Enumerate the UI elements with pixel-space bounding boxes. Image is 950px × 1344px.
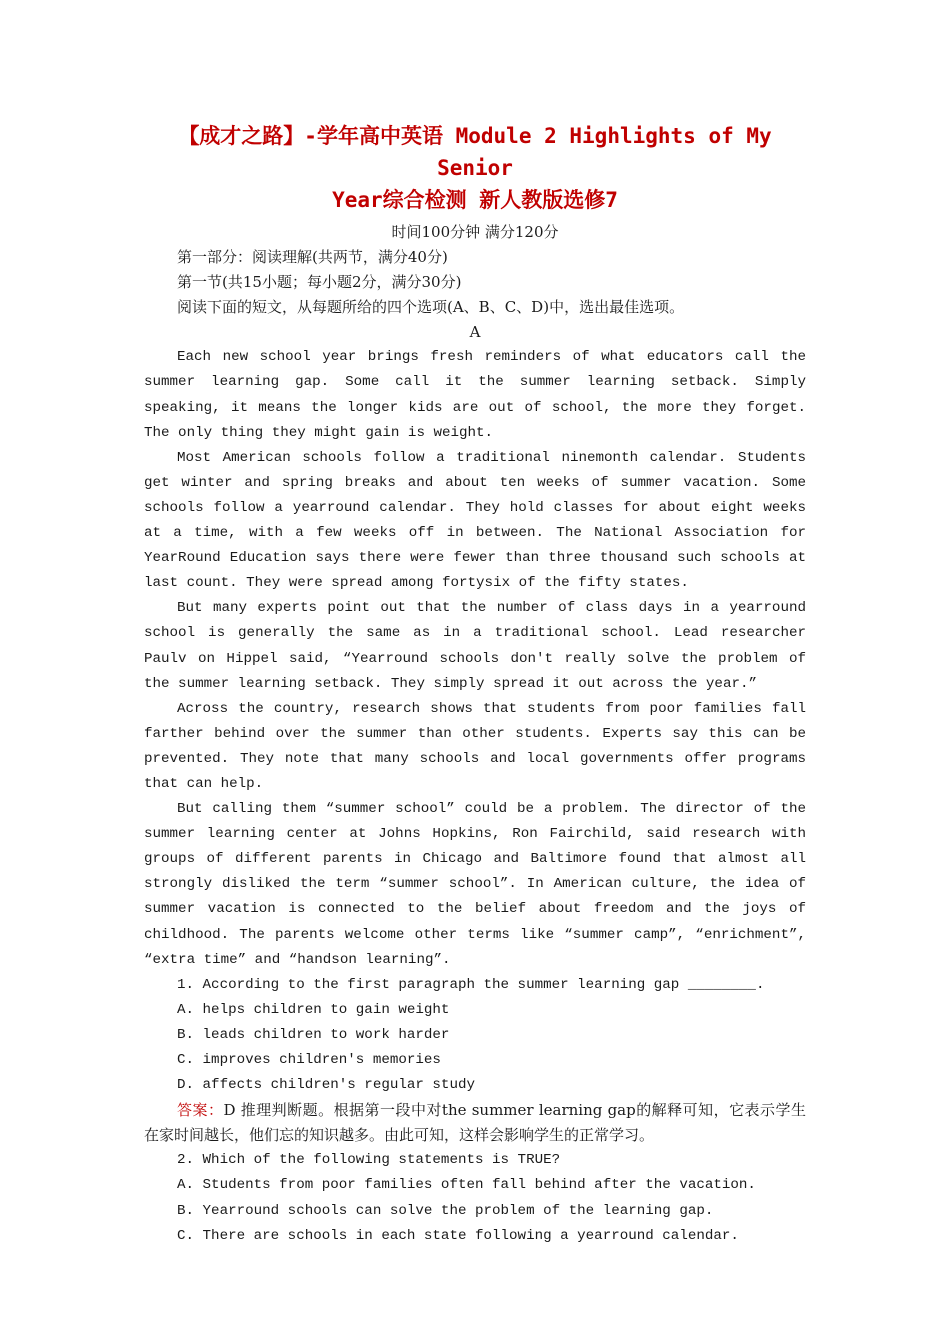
answer-explanation	[144, 1098, 806, 1148]
passage-paragraph: But calling them “summer school” could be a problem. The director of the summer learning center at Johns Hopkins, Ron Fairchild, said research with groups of different parents in Chicago and Baltimore found that almost all strongly disliked the term “summer school”. In American culture, the idea of summer vacation is connected to the belief about freedom and the joys of childhood. The parents welcome other terms like “summer camp”, “enrichment”, “extra time” and “handson learning”.	[144, 801, 806, 968]
answer-option: D. affects children's regular study	[177, 1077, 475, 1094]
question-stem: 2. Which of the following statements is TRUE?	[177, 1152, 561, 1169]
passage-paragraph: Each new school year brings fresh reminders of what educators call the summer learning gap. Some call it the summer learning setback. Simply speaking, it means the longer kids are out of school, the more they forget. The only thing they might gain is weight.	[144, 349, 806, 441]
passage-paragraph: Most American schools follow a traditional ninemonth calendar. Students get winter and spring breaks and about ten weeks of summer vacation. Some schools follow a yearround calendar. They hold classes for about eight weeks at a time, with a few weeks off in between. The National Association for YearRound Education says there were fewer than three thousand such schools at last count. They were spread among fortysix of the fifty states.	[144, 449, 806, 592]
question-stem: 1. According to the first paragraph the summer learning gap ________.	[177, 976, 765, 993]
answer-text: D 推理判断题。根据第一段中对the summer learning gap的解释可知，它表示学生在家时间越长，他们忘的知识越多。由此可知，这样会影响学生的正常学习。	[144, 1101, 806, 1145]
document-title	[144, 120, 806, 216]
part-heading: 第一部分：阅读理解(共两节，满分40分)	[177, 248, 448, 266]
title-line-1: 【成才之路】-学年高中英语 Module 2 Highlights of My Senior	[178, 124, 772, 180]
answer-option: A. helps children to gain weight	[177, 1001, 450, 1018]
answer-option: C. improves children's memories	[177, 1052, 441, 1068]
passage-paragraph: Across the country, research shows that students from poor families fall farther behind over the summer than other students. Experts say this can be prevented. They note that many schools and local governments offer programs that can help.	[144, 700, 806, 792]
instructions: 阅读下面的短文，从每题所给的四个选项(A、B、C、D)中，选出最佳选项。	[177, 298, 685, 317]
answer-label: 答案：	[177, 1101, 224, 1120]
title-line-2: Year综合检测 新人教版选修7	[332, 188, 618, 212]
answer-option: B. Yearround schools can solve the problem of the learning gap.	[177, 1202, 714, 1219]
section-heading: 第一节(共15小题；每小题2分，满分30分)	[177, 273, 462, 292]
answer-option: B. leads children to work harder	[177, 1026, 450, 1043]
answer-option: A. Students from poor families often fall behind after the vacation.	[177, 1177, 756, 1194]
answer-option: C. There are schools in each state following a yearround calendar.	[177, 1227, 739, 1244]
passage-paragraph: But many experts point out that the number of class days in a yearround school is generally the same as in a traditional school. Lead researcher Paulv on Hippel said, “Yearround schools don't really solve the problem of the summer learning setback. They simply spread it out across the year.”	[144, 600, 806, 692]
passage-label: A	[469, 323, 481, 342]
exam-meta: 时间100分钟 满分120分	[391, 223, 559, 241]
document-page	[144, 120, 806, 1249]
